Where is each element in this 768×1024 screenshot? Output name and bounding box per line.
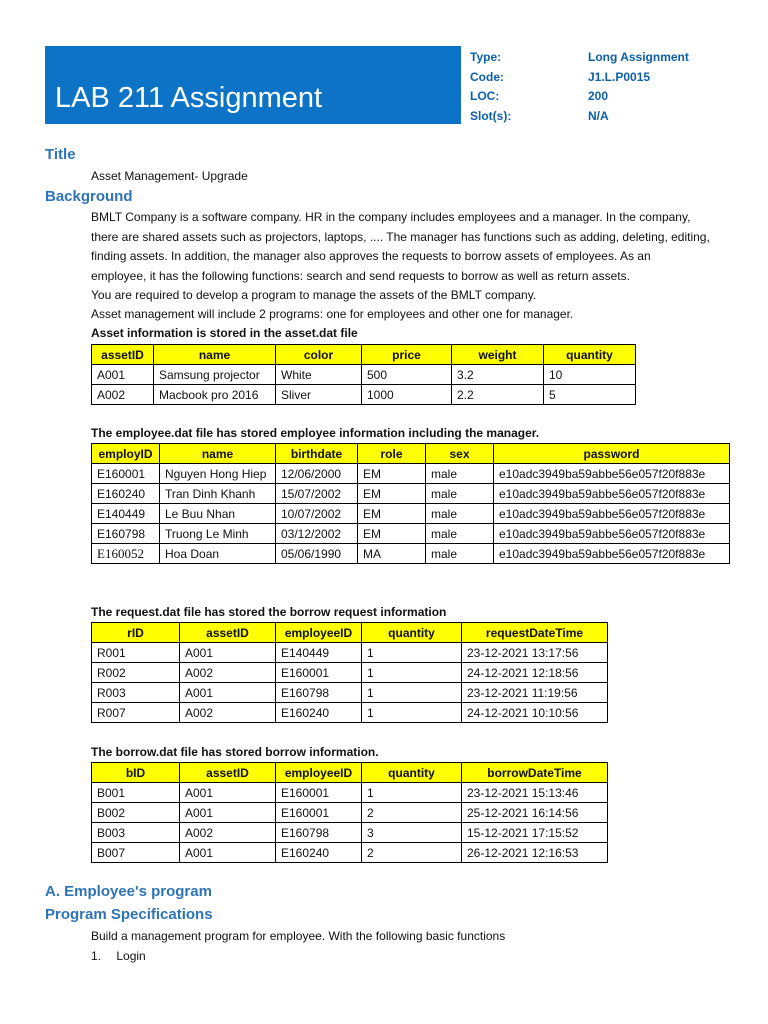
table-cell: E160001 [276,783,362,803]
programs-line: Asset management will include 2 programs: one for employees and other one for manager. [91,307,574,321]
list-text: Login [116,949,146,963]
column-header: role [358,444,426,464]
table-cell: A001 [180,643,276,663]
table-header-row [92,623,608,643]
meta-row-code [470,70,730,90]
document-title: LAB 211 Assignment [55,82,323,114]
table-cell: E160798 [92,524,160,544]
program-spec-heading: Program Specifications [45,906,213,923]
title-text: Asset Management- Upgrade [91,169,248,183]
spec-text: Build a management program for employee. With the following basic functions [91,929,506,943]
table-cell: E160052 [92,544,160,564]
table-cell: 5 [544,385,636,405]
table-cell: R003 [92,683,180,703]
table-cell: 03/12/2002 [276,524,358,544]
table-cell: male [426,504,494,524]
table-row [92,504,730,524]
meta-key: Slot(s): [470,108,512,123]
table-cell: Macbook pro 2016 [154,385,276,405]
table-cell: 2 [362,843,462,863]
table-cell: R007 [92,703,180,723]
table-row [92,783,608,803]
table-cell: 15/07/2002 [276,484,358,504]
meta-key: LOC: [470,89,500,103]
table-cell: A002 [180,703,276,723]
table-cell: e10adc3949ba59abbe56e057f20f883e [494,524,730,544]
table-cell: 1 [362,703,462,723]
table-cell: 1 [362,683,462,703]
table-cell: e10adc3949ba59abbe56e057f20f883e [494,464,730,484]
table-cell: 2 [362,803,462,823]
table-cell: Nguyen Hong Hiep [160,464,276,484]
table-cell: Tran Dinh Khanh [160,484,276,504]
paragraph-line: employee, it has the following functions: search and send requests to borrow as well as return assets. [91,268,630,283]
meta-value: 200 [588,89,609,103]
column-header: name [154,345,276,365]
table-cell: A001 [180,803,276,823]
table-cell: 1000 [362,385,452,405]
table-cell: EM [358,524,426,544]
title-banner [45,46,461,124]
column-header: employeeID [276,763,362,783]
column-header: sex [426,444,494,464]
title-heading: Title [45,146,76,163]
column-header: borrowDateTime [462,763,608,783]
meta-row-type [470,50,730,70]
column-header: assetID [180,763,276,783]
table-cell: E140449 [92,504,160,524]
table-cell: 1 [362,663,462,683]
employee-caption: The employee.dat file has stored employee information including the manager. [91,426,540,440]
table-header-row [92,345,636,365]
borrow-caption: The borrow.dat file has stored borrow information. [91,745,379,759]
table-row [92,385,636,405]
table-cell: E160240 [276,703,362,723]
table-cell: 25-12-2021 16:14:56 [462,803,608,823]
table-row [92,663,608,683]
table-cell: EM [358,484,426,504]
column-header: password [494,444,730,464]
table-cell: A001 [180,843,276,863]
table-cell: E140449 [276,643,362,663]
table-cell: 05/06/1990 [276,544,358,564]
table-cell: Sliver [276,385,362,405]
table-cell: 2.2 [452,385,544,405]
table-row [92,484,730,504]
meta-row-loc [470,89,730,109]
table-cell: 10 [544,365,636,385]
table-row [92,544,730,564]
list-item [91,949,146,963]
table-row [92,365,636,385]
column-header: quantity [362,623,462,643]
table-cell: 15-12-2021 17:15:52 [462,823,608,843]
paragraph-line: finding assets. In addition, the manager also approves the requests to borrow assets of employees. As an [91,249,651,264]
paragraph-line: there are shared assets such as projectors, laptops, .... The manager has functions such as adding, deleting, editing, [91,229,710,244]
column-header: rID [92,623,180,643]
request-table [91,622,608,723]
table-cell: 24-12-2021 12:18:56 [462,663,608,683]
table-cell: 26-12-2021 12:16:53 [462,843,608,863]
table-cell: B001 [92,783,180,803]
table-cell: Samsung projector [154,365,276,385]
table-cell: R002 [92,663,180,683]
background-heading: Background [45,188,133,205]
table-cell: male [426,544,494,564]
assignment-meta [470,50,730,128]
column-header: color [276,345,362,365]
table-header-row [92,444,730,464]
table-cell: E160001 [276,663,362,683]
table-cell: E160001 [276,803,362,823]
table-cell: 3.2 [452,365,544,385]
meta-value: N/A [588,108,609,123]
table-cell: 1 [362,643,462,663]
table-row [92,464,730,484]
table-cell: male [426,484,494,504]
table-cell: 23-12-2021 11:19:56 [462,683,608,703]
column-header: employeeID [276,623,362,643]
column-header: assetID [180,623,276,643]
table-cell: E160798 [276,683,362,703]
column-header: birthdate [276,444,358,464]
meta-row-slots [470,109,730,129]
table-cell: EM [358,464,426,484]
paragraph-line: BMLT Company is a software company. HR in the company includes employees and a manager. In the company, [91,210,691,224]
column-header: name [160,444,276,464]
employee-program-heading: A. Employee's program [45,883,212,900]
table-cell: E160240 [276,843,362,863]
borrow-table [91,762,608,863]
table-cell: A001 [180,783,276,803]
table-header-row [92,763,608,783]
table-cell: 10/07/2002 [276,504,358,524]
table-cell: A002 [180,823,276,843]
table-row [92,703,608,723]
table-cell: e10adc3949ba59abbe56e057f20f883e [494,504,730,524]
meta-key: Code: [470,69,504,84]
column-header: employID [92,444,160,464]
table-cell: e10adc3949ba59abbe56e057f20f883e [494,484,730,504]
table-cell: A001 [180,683,276,703]
list-number: 1. [91,949,102,963]
table-cell: Hoa Doan [160,544,276,564]
table-cell: B007 [92,843,180,863]
meta-value: Long Assignment [588,50,689,64]
employee-table [91,443,730,564]
table-cell: White [276,365,362,385]
table-cell: 24-12-2021 10:10:56 [462,703,608,723]
table-row [92,803,608,823]
meta-key: Type: [470,50,502,64]
column-header: quantity [544,345,636,365]
table-row [92,643,608,663]
table-row [92,843,608,863]
table-cell: E160240 [92,484,160,504]
column-header: bID [92,763,180,783]
table-cell: 23-12-2021 13:17:56 [462,643,608,663]
table-cell: 1 [362,783,462,803]
column-header: weight [452,345,544,365]
table-cell: 23-12-2021 15:13:46 [462,783,608,803]
meta-value: J1.L.P0015 [588,69,651,84]
asset-caption: Asset information is stored in the asset.dat file [91,326,358,340]
table-row [92,683,608,703]
table-cell: 12/06/2000 [276,464,358,484]
table-cell: B002 [92,803,180,823]
table-cell: A001 [92,365,154,385]
background-paragraph [91,208,727,286]
table-cell: A002 [92,385,154,405]
table-cell: E160001 [92,464,160,484]
table-cell: Le Buu Nhan [160,504,276,524]
table-cell: e10adc3949ba59abbe56e057f20f883e [494,544,730,564]
table-cell: 3 [362,823,462,843]
table-cell: E160798 [276,823,362,843]
table-cell: male [426,524,494,544]
table-cell: R001 [92,643,180,663]
develop-line: You are required to develop a program to manage the assets of the BMLT company. [91,288,537,302]
request-caption: The request.dat file has stored the borrow request information [91,605,447,619]
table-cell: 500 [362,365,452,385]
table-cell: A002 [180,663,276,683]
asset-table [91,344,636,405]
column-header: quantity [362,763,462,783]
table-cell: male [426,464,494,484]
table-cell: Truong Le Minh [160,524,276,544]
table-row [92,823,608,843]
column-header: assetID [92,345,154,365]
table-cell: MA [358,544,426,564]
column-header: requestDateTime [462,623,608,643]
table-cell: B003 [92,823,180,843]
table-cell: EM [358,504,426,524]
column-header: price [362,345,452,365]
table-row [92,524,730,544]
